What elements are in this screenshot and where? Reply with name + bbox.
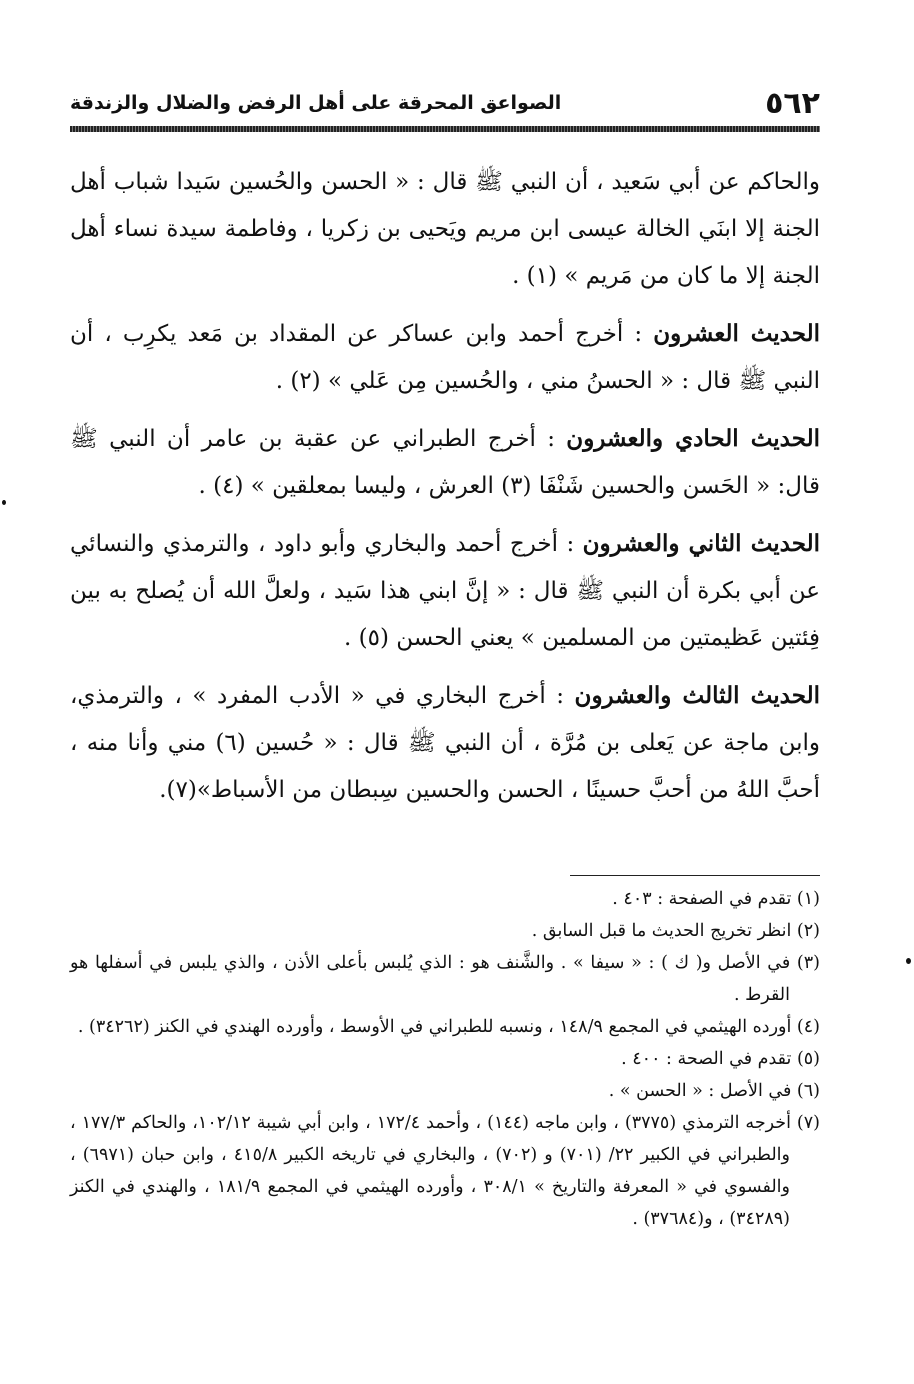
scan-speck: [2, 500, 6, 505]
main-text: [70, 158, 820, 824]
footnotes: [70, 883, 820, 1235]
footnote-2: (٢) انظر تخريج الحديث ما قبل السابق .: [531, 921, 820, 941]
hadith-heading: الحديث العشرون: [653, 320, 821, 347]
footnote-5: (٥) تقدم في الصحة : ٤٠٠ .: [621, 1049, 820, 1069]
paragraph-text: : أخرج أحمد والبخاري وأبو داود ، والترمذي والنسائي عن أبي بكرة أن النبي ﷺ قال : « إنَّ ابني هذا سَيد ، ولعلَّ الله أن يُصلح به بين فِئتين عَظيمتين من المسلمين » يعني الحسن (٥) .: [70, 531, 820, 651]
paragraph-1: [70, 158, 820, 300]
paragraph-2: [70, 310, 820, 405]
page-header: [70, 86, 820, 121]
footnote-1: (١) تقدم في الصفحة : ٤٠٣ .: [612, 889, 820, 909]
paragraph-text: : أخرج أحمد وابن عساكر عن المقداد بن مَعد يكرِب ، أن النبي ﷺ قال : « الحسنُ مني ، والحُسين مِن عَلي » (٢) .: [70, 321, 820, 394]
paragraph-4: [70, 520, 820, 662]
paragraph-text: : أخرج الطبراني عن عقبة بن عامر أن النبي ﷺ قال: « الحَسن والحسين شَنْفَا (٣) العرش ، وليسا بمعلقين » (٤) .: [70, 426, 820, 499]
page-number: ٥٦٢: [765, 86, 820, 121]
hadith-heading: الحديث الحادي والعشرون: [566, 425, 820, 452]
running-title: الصواعق المحرقة على أهل الرفض والضلال والزندقة: [70, 92, 562, 114]
footnote-3: (٣) في الأصل و( ك ) : « سيفا » . والشَّنف هو : الذي يُلبس بأعلى الأذن ، والذي يلبس في أسفلها هو القرط .: [70, 953, 820, 1005]
paragraph-text: والحاكم عن أبي سَعيد ، أن النبي ﷺ قال : « الحسن والحُسين سَيدا شباب أهل الجنة إلا ابنَي الخالة عيسى ابن مريم ويَحيى بن زكريا ، وفاطمة سيدة نساء أهل الجنة إلا ما كان من مَريم » (١) .: [70, 169, 820, 289]
paragraph-5: [70, 672, 820, 814]
paragraph-text: : أخرج البخاري في « الأدب المفرد » ، والترمذي، وابن ماجة عن يَعلى بن مُرَّة ، أن النبي ﷺ قال : « حُسين (٦) مني وأنا منه ، أحبَّ اللهُ من أحبَّ حسينًا ، الحسن والحسين سِبطان من الأسباط»(٧).: [70, 683, 820, 803]
hadith-heading: الحديث الثالث والعشرون: [574, 682, 820, 709]
footnote-separator: [570, 875, 820, 876]
footnote-7: (٧) أخرجه الترمذي (٣٧٧٥) ، وابن ماجه (١٤٤) ، وأحمد ١٧٢/٤ ، وابن أبي شيبة ١٠٢/١٢، والحاكم ١٧٧/٣ ، والطبراني في الكبير ٢٢/ (٧٠١) و (٧٠٢) ، والبخاري في تاريخه الكبير ٤١٥/٨ ، وابن حبان (٦٩٧١) ، والفسوي في « المعرفة والتاريخ » ٣٠٨/١ ، وأورده الهيثمي في المجمع ١٨١/٩ ، والهندي في الكنز (٣٤٢٨٩) ، و(٣٧٦٨٤) .: [70, 1113, 820, 1229]
paragraph-3: [70, 415, 820, 510]
footnote-4: (٤) أورده الهيثمي في المجمع ١٤٨/٩ ، ونسبه للطبراني في الأوسط ، وأورده الهندي في الكنز (٣٤٢٦٢) .: [77, 1017, 820, 1037]
footnote-6: (٦) في الأصل : « الحسن » .: [608, 1081, 820, 1101]
scan-speck: [906, 958, 911, 964]
hadith-heading: الحديث الثاني والعشرون: [582, 530, 820, 557]
book-page: [70, 88, 820, 1328]
header-rule: [70, 126, 820, 132]
